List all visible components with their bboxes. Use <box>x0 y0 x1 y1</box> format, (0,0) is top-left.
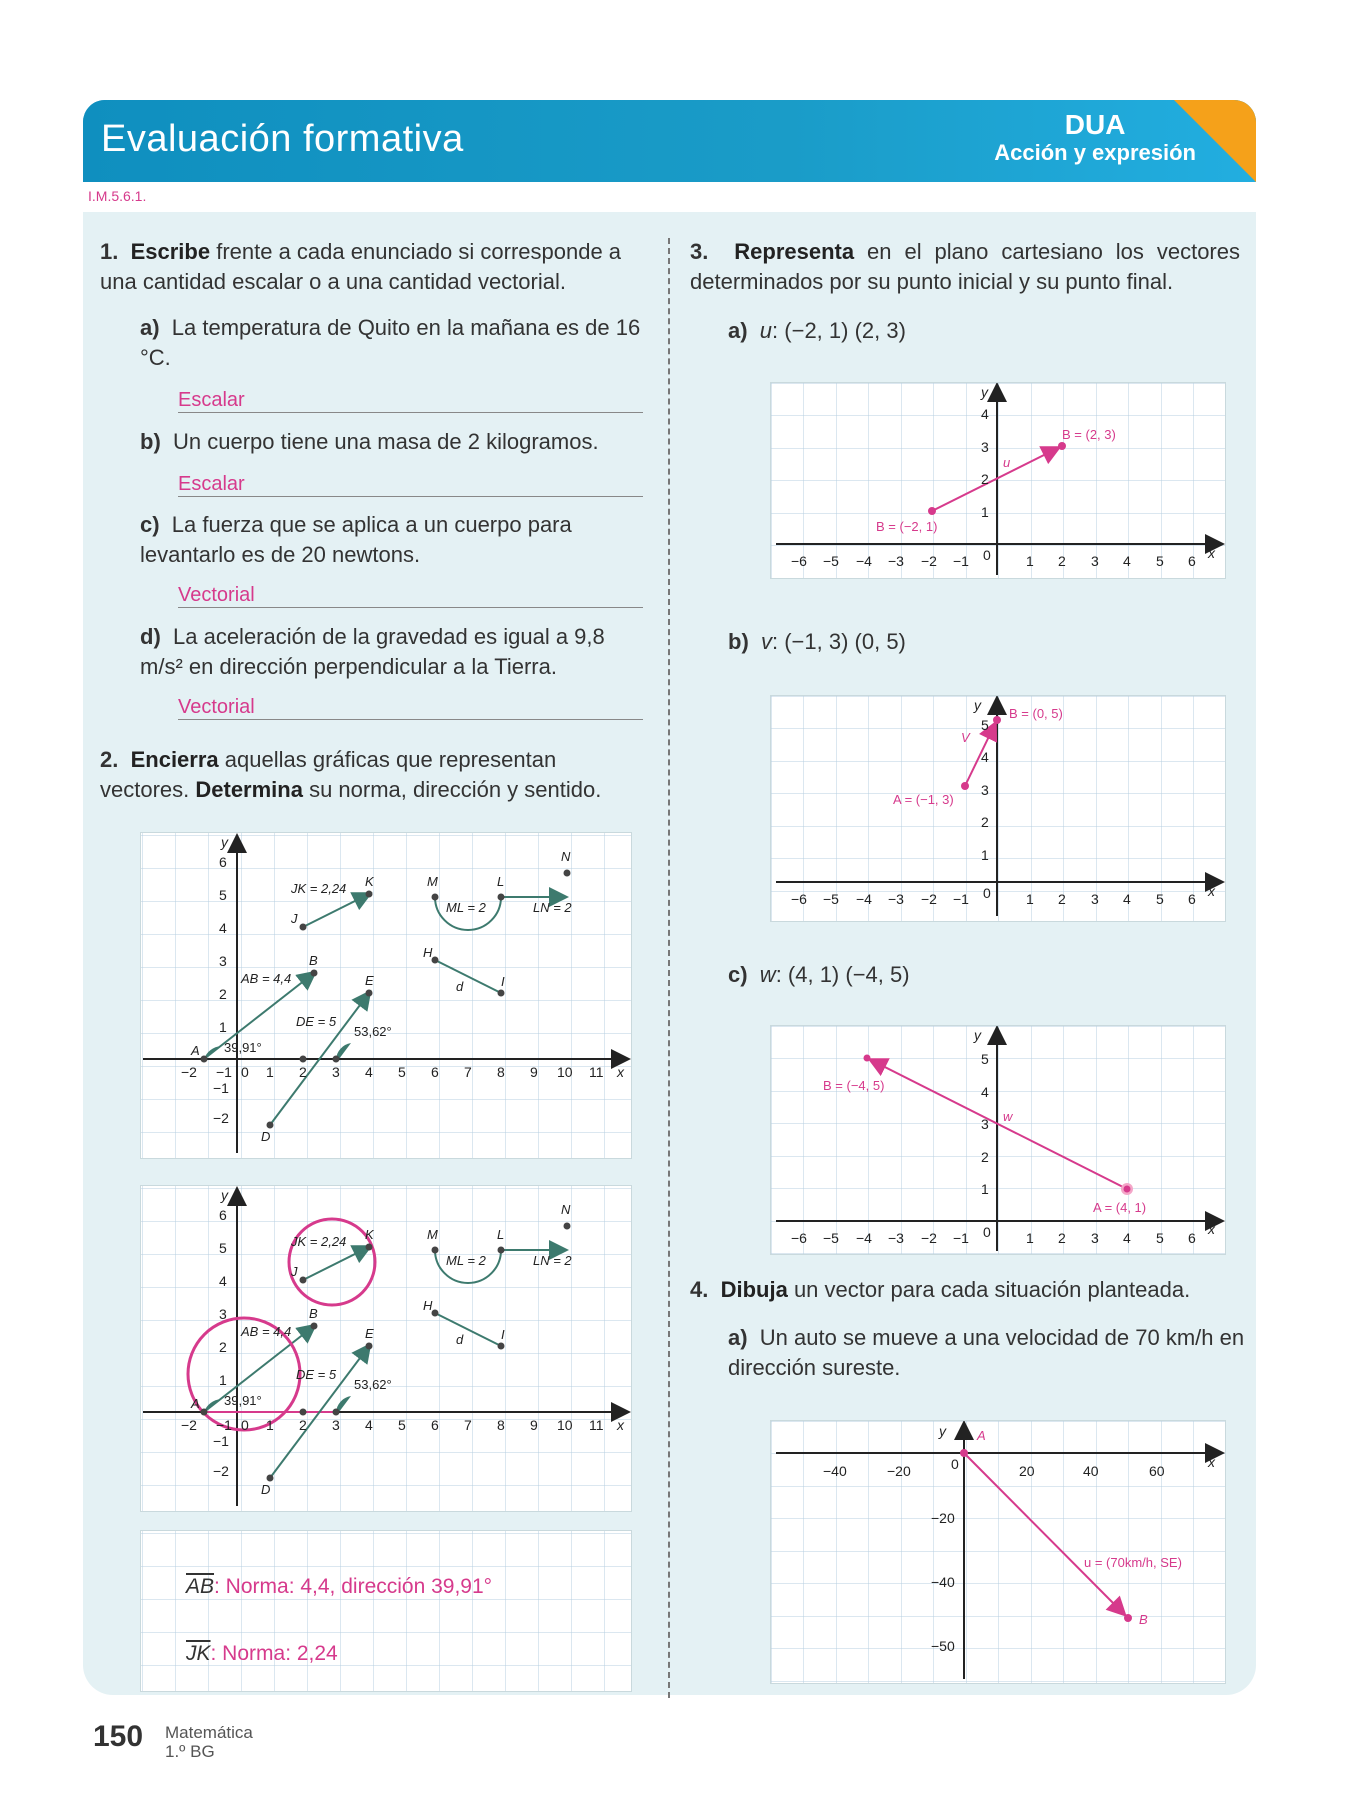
svg-text:7: 7 <box>464 1064 472 1080</box>
svg-text:3: 3 <box>1091 891 1099 907</box>
q3-number: 3. <box>690 239 709 264</box>
svg-text:B = (−4, 5): B = (−4, 5) <box>823 1078 885 1093</box>
svg-text:1: 1 <box>1026 553 1034 569</box>
svg-text:0: 0 <box>983 1224 991 1240</box>
svg-text:u: u <box>1003 455 1011 470</box>
svg-text:0: 0 <box>241 1417 249 1433</box>
svg-text:I: I <box>501 974 505 989</box>
svg-text:4: 4 <box>981 749 989 765</box>
q2-graph-1-svg <box>141 833 631 1158</box>
svg-text:B = (2, 3): B = (2, 3) <box>1062 427 1116 442</box>
q2-answer-grid <box>141 1531 631 1691</box>
svg-text:0: 0 <box>983 885 991 901</box>
q1-answer-c[interactable]: Vectorial <box>178 584 643 608</box>
q2-answer-jk-text: : Norma: 2,24 <box>210 1642 338 1665</box>
svg-text:−2: −2 <box>181 1064 197 1080</box>
svg-text:−6: −6 <box>791 891 807 907</box>
svg-text:6: 6 <box>431 1064 439 1080</box>
svg-text:L: L <box>497 1227 505 1242</box>
svg-text:−3: −3 <box>888 1230 904 1246</box>
svg-text:1: 1 <box>1026 1230 1034 1246</box>
svg-text:y: y <box>221 834 228 850</box>
q1-item-b-label: b) <box>140 429 161 454</box>
svg-text:y: y <box>974 1027 981 1043</box>
svg-text:3: 3 <box>332 1417 340 1433</box>
q2-answer-jk <box>186 1642 338 1666</box>
q2-text1: aquellas gráficas que representan vectores. <box>100 747 557 802</box>
q2-answer-ab <box>186 1575 492 1599</box>
svg-text:6: 6 <box>431 1417 439 1433</box>
svg-text:0: 0 <box>951 1456 959 1472</box>
svg-text:x: x <box>1208 545 1215 561</box>
svg-text:A: A <box>191 1043 200 1058</box>
svg-text:B: B <box>309 1306 318 1321</box>
svg-text:53,62°: 53,62° <box>354 1024 392 1039</box>
svg-text:8: 8 <box>497 1417 505 1433</box>
svg-text:A = (4, 1): A = (4, 1) <box>1093 1200 1147 1215</box>
svg-text:11: 11 <box>589 1064 604 1080</box>
svg-text:−5: −5 <box>823 891 839 907</box>
svg-text:5: 5 <box>1156 553 1164 569</box>
svg-text:3: 3 <box>981 782 989 798</box>
svg-text:u = (70km/h, SE): u = (70km/h, SE) <box>1084 1555 1182 1570</box>
svg-text:N: N <box>561 849 571 864</box>
svg-text:2: 2 <box>981 471 989 487</box>
q3-item-c-label: c) <box>728 962 748 987</box>
svg-text:DE = 5: DE = 5 <box>296 1367 337 1382</box>
q3-statement <box>690 237 1240 297</box>
svg-text:V: V <box>961 730 970 745</box>
svg-text:AB = 4,4: AB = 4,4 <box>241 1324 292 1339</box>
svg-text:x: x <box>1208 1221 1215 1237</box>
svg-text:−5: −5 <box>823 1230 839 1246</box>
q3-item-b-text: : (−1, 3) (0, 5) <box>772 629 906 654</box>
svg-text:5: 5 <box>1156 1230 1164 1246</box>
svg-text:4: 4 <box>981 1084 989 1100</box>
svg-text:d: d <box>456 979 464 994</box>
svg-text:ML = 2: ML = 2 <box>446 1253 486 1268</box>
svg-text:B: B <box>1139 1612 1148 1627</box>
svg-text:y: y <box>974 697 981 713</box>
svg-text:5: 5 <box>398 1417 406 1433</box>
q1-item-c-text: La fuerza que se aplica a un cuerpo para levantarlo es de 20 newtons. <box>140 512 572 567</box>
svg-text:5: 5 <box>1156 891 1164 907</box>
q3-item-a-label: a) <box>728 318 748 343</box>
q1-item-c-label: c) <box>140 512 160 537</box>
svg-text:20: 20 <box>1019 1463 1035 1479</box>
svg-text:6: 6 <box>1188 1230 1196 1246</box>
svg-text:x: x <box>617 1417 624 1433</box>
svg-text:w: w <box>1003 1109 1013 1124</box>
q4-text: un vector para cada situación planteada. <box>787 1277 1191 1302</box>
svg-text:H: H <box>423 945 433 960</box>
svg-text:JK = 2,24: JK = 2,24 <box>291 1234 347 1249</box>
svg-text:−20: −20 <box>931 1510 955 1526</box>
svg-text:−3: −3 <box>888 553 904 569</box>
svg-text:2: 2 <box>981 814 989 830</box>
q2-statement <box>100 745 645 805</box>
svg-text:−6: −6 <box>791 553 807 569</box>
q3-graph-a <box>770 382 1226 579</box>
svg-text:3: 3 <box>219 1306 227 1322</box>
svg-text:−1: −1 <box>216 1064 232 1080</box>
svg-text:8: 8 <box>497 1064 505 1080</box>
q2-verb2: Determina <box>195 777 303 802</box>
svg-text:3: 3 <box>219 953 227 969</box>
svg-text:I: I <box>501 1327 505 1342</box>
svg-text:3: 3 <box>981 1116 989 1132</box>
svg-text:2: 2 <box>219 1339 227 1355</box>
svg-text:M: M <box>427 1227 438 1242</box>
svg-text:4: 4 <box>219 1273 227 1289</box>
q3-item-b-vec: v <box>761 629 772 654</box>
svg-text:5: 5 <box>219 887 227 903</box>
q4-graph <box>770 1420 1226 1684</box>
svg-text:3: 3 <box>1091 1230 1099 1246</box>
q3-item-c <box>728 960 910 990</box>
q3-item-a-vec: u <box>759 318 773 343</box>
svg-text:−4: −4 <box>856 1230 872 1246</box>
svg-text:−1: −1 <box>953 553 969 569</box>
q4-number: 4. <box>690 1277 709 1302</box>
svg-text:J: J <box>291 1264 298 1279</box>
svg-text:LN = 2: LN = 2 <box>533 900 572 915</box>
svg-text:6: 6 <box>1188 553 1196 569</box>
svg-text:5: 5 <box>981 717 989 733</box>
svg-text:10: 10 <box>557 1417 573 1433</box>
svg-text:DE = 5: DE = 5 <box>296 1014 337 1029</box>
svg-text:1: 1 <box>981 1181 989 1197</box>
svg-text:−20: −20 <box>887 1463 911 1479</box>
svg-text:−2: −2 <box>213 1463 229 1479</box>
svg-text:4: 4 <box>1123 553 1131 569</box>
dua-label: DUA <box>1064 109 1126 140</box>
svg-text:d: d <box>456 1332 464 1347</box>
q2-graph-1 <box>140 832 632 1159</box>
q1-statement <box>100 237 645 297</box>
q2-graph-2 <box>140 1185 632 1512</box>
svg-text:10: 10 <box>557 1064 573 1080</box>
svg-text:9: 9 <box>530 1064 538 1080</box>
svg-text:x: x <box>1208 883 1215 899</box>
svg-text:A: A <box>977 1428 986 1443</box>
svg-text:−4: −4 <box>856 891 872 907</box>
q4-item-a <box>728 1323 1248 1383</box>
footer-subject <box>165 1723 253 1761</box>
svg-text:2: 2 <box>981 1149 989 1165</box>
svg-text:3: 3 <box>1091 553 1099 569</box>
q1-text: frente a cada enunciado si corresponde a una cantidad escalar o a una cantidad vectorial. <box>100 239 622 294</box>
q1-answer-d[interactable]: Vectorial <box>178 696 643 720</box>
q1-item-d-label: d) <box>140 624 161 649</box>
svg-text:4: 4 <box>1123 891 1131 907</box>
svg-text:2: 2 <box>299 1417 307 1433</box>
q2-text2: su norma, dirección y sentido. <box>302 777 602 802</box>
svg-text:−1: −1 <box>953 1230 969 1246</box>
svg-text:−2: −2 <box>921 1230 937 1246</box>
q2-answer-box[interactable] <box>140 1530 632 1692</box>
column-divider <box>668 238 670 1698</box>
svg-text:−2: −2 <box>181 1417 197 1433</box>
svg-text:M: M <box>427 874 438 889</box>
indicator-code: I.M.5.6.1. <box>88 188 147 204</box>
svg-text:−6: −6 <box>791 1230 807 1246</box>
dua-badge <box>994 110 1196 166</box>
footer-grade: 1.º BG <box>165 1742 215 1761</box>
svg-text:4: 4 <box>365 1064 373 1080</box>
svg-text:1: 1 <box>219 1372 227 1388</box>
svg-text:B: B <box>309 953 318 968</box>
q1-verb: Escribe <box>130 239 211 264</box>
svg-text:−50: −50 <box>931 1638 955 1654</box>
page-header <box>83 100 1256 182</box>
q3-item-b <box>728 627 906 657</box>
svg-text:0: 0 <box>983 547 991 563</box>
svg-text:J: J <box>291 911 298 926</box>
footer-subject-name: Matemática <box>165 1723 253 1742</box>
page-title: Evaluación formativa <box>101 118 464 160</box>
svg-text:N: N <box>561 1202 571 1217</box>
svg-text:L: L <box>497 874 505 889</box>
svg-text:1: 1 <box>981 504 989 520</box>
q1-item-a-text: La temperatura de Quito en la mañana es de 16 °C. <box>140 315 641 370</box>
svg-text:E: E <box>365 973 374 988</box>
svg-text:2: 2 <box>299 1064 307 1080</box>
q3-graph-b-svg <box>771 696 1225 921</box>
svg-text:−40: −40 <box>823 1463 847 1479</box>
svg-text:5: 5 <box>981 1051 989 1067</box>
q1-item-b-text: Un cuerpo tiene una masa de 2 kilogramos. <box>173 429 599 454</box>
svg-text:5: 5 <box>219 1240 227 1256</box>
dua-subtitle: Acción y expresión <box>994 140 1196 165</box>
svg-text:−1: −1 <box>213 1433 229 1449</box>
svg-text:2: 2 <box>1058 1230 1066 1246</box>
svg-text:2: 2 <box>1058 891 1066 907</box>
vector-jk-label: $\overline{JK}$ <box>186 1642 211 1665</box>
q4-item-a-text: Un auto se mueve a una velocidad de 70 km/h en dirección sureste. <box>728 1325 1245 1380</box>
q3-graph-c <box>770 1025 1226 1255</box>
svg-text:−3: −3 <box>888 891 904 907</box>
svg-text:x: x <box>617 1064 624 1080</box>
q3-item-a <box>728 316 906 346</box>
q2-number: 2. <box>100 747 119 772</box>
svg-text:LN = 2: LN = 2 <box>533 1253 572 1268</box>
svg-text:−4: −4 <box>856 553 872 569</box>
svg-text:6: 6 <box>219 1207 227 1223</box>
svg-text:−40: −40 <box>931 1574 955 1590</box>
svg-text:A = (−1, 3): A = (−1, 3) <box>893 792 954 807</box>
q3-text: en el plano cartesiano los vectores determinados por su punto inicial y su punto final. <box>690 239 1240 294</box>
svg-text:D: D <box>261 1482 271 1497</box>
q3-item-b-label: b) <box>728 629 749 654</box>
svg-text:ML = 2: ML = 2 <box>446 900 486 915</box>
svg-text:39,91°: 39,91° <box>224 1393 262 1408</box>
svg-text:y: y <box>981 384 988 400</box>
svg-text:K: K <box>365 1227 374 1242</box>
q1-item-a <box>140 313 645 373</box>
vector-ab-label: $\overline{AB}$ <box>186 1575 215 1598</box>
svg-text:JK = 2,24: JK = 2,24 <box>291 881 347 896</box>
svg-text:4: 4 <box>1123 1230 1131 1246</box>
q1-number: 1. <box>100 239 119 264</box>
svg-text:0: 0 <box>241 1064 249 1080</box>
q3-graph-c-svg <box>771 1026 1225 1254</box>
svg-text:−2: −2 <box>921 553 937 569</box>
svg-text:y: y <box>221 1187 228 1203</box>
svg-text:H: H <box>423 1298 433 1313</box>
q3-graph-a-svg <box>771 383 1225 578</box>
q4-item-a-label: a) <box>728 1325 748 1350</box>
svg-text:AB = 4,4: AB = 4,4 <box>241 971 292 986</box>
q3-item-a-text: : (−2, 1) (2, 3) <box>772 318 906 343</box>
svg-text:1: 1 <box>266 1417 274 1433</box>
svg-text:6: 6 <box>219 854 227 870</box>
svg-text:−1: −1 <box>953 891 969 907</box>
q4-graph-svg <box>771 1421 1225 1683</box>
svg-text:4: 4 <box>219 920 227 936</box>
q2-answer-ab-text: : Norma: 4,4, dirección 39,91° <box>214 1575 493 1598</box>
svg-text:39,91°: 39,91° <box>224 1040 262 1055</box>
svg-text:A: A <box>191 1396 200 1411</box>
svg-text:−2: −2 <box>213 1110 229 1126</box>
svg-text:−1: −1 <box>216 1417 232 1433</box>
svg-text:−5: −5 <box>823 553 839 569</box>
svg-text:11: 11 <box>589 1417 604 1433</box>
svg-text:7: 7 <box>464 1417 472 1433</box>
q1-item-b <box>140 427 645 457</box>
svg-text:D: D <box>261 1129 271 1144</box>
q1-item-c <box>140 510 645 570</box>
q4-statement <box>690 1275 1240 1305</box>
q1-answer-a[interactable]: Escalar <box>178 389 643 413</box>
svg-text:9: 9 <box>530 1417 538 1433</box>
svg-text:−1: −1 <box>213 1080 229 1096</box>
header-corner-triangle <box>1174 100 1256 182</box>
q1-answer-b[interactable]: Escalar <box>178 473 643 497</box>
svg-text:1: 1 <box>981 847 989 863</box>
q3-item-c-text: : (4, 1) (−4, 5) <box>775 962 910 987</box>
svg-text:E: E <box>365 1326 374 1341</box>
svg-text:2: 2 <box>1058 553 1066 569</box>
q2-graph-2-svg <box>141 1186 631 1511</box>
svg-text:40: 40 <box>1083 1463 1099 1479</box>
page-number: 150 <box>93 1720 144 1753</box>
q1-item-d-text: La aceleración de la gravedad es igual a 9,8 m/s² en dirección perpendicular a la Tierra. <box>140 624 605 679</box>
svg-text:1: 1 <box>1026 891 1034 907</box>
svg-text:2: 2 <box>219 986 227 1002</box>
q2-verb1: Encierra <box>130 747 219 772</box>
svg-text:5: 5 <box>398 1064 406 1080</box>
svg-text:60: 60 <box>1149 1463 1165 1479</box>
q4-verb: Dibuja <box>720 1277 788 1302</box>
svg-text:3: 3 <box>981 439 989 455</box>
svg-text:53,62°: 53,62° <box>354 1377 392 1392</box>
q3-verb: Representa <box>734 239 855 264</box>
svg-text:B = (−2, 1): B = (−2, 1) <box>876 519 938 534</box>
svg-text:K: K <box>365 874 374 889</box>
svg-text:4: 4 <box>981 406 989 422</box>
svg-text:y: y <box>939 1423 946 1439</box>
svg-text:1: 1 <box>266 1064 274 1080</box>
svg-text:x: x <box>1208 1454 1215 1470</box>
q1-item-a-label: a) <box>140 315 160 340</box>
svg-text:4: 4 <box>365 1417 373 1433</box>
q1-item-d <box>140 622 645 682</box>
svg-text:−2: −2 <box>921 891 937 907</box>
q3-item-c-vec: w <box>759 962 776 987</box>
svg-text:1: 1 <box>219 1019 227 1035</box>
svg-text:3: 3 <box>332 1064 340 1080</box>
q3-graph-b <box>770 695 1226 922</box>
svg-text:B = (0, 5): B = (0, 5) <box>1009 706 1063 721</box>
svg-text:6: 6 <box>1188 891 1196 907</box>
